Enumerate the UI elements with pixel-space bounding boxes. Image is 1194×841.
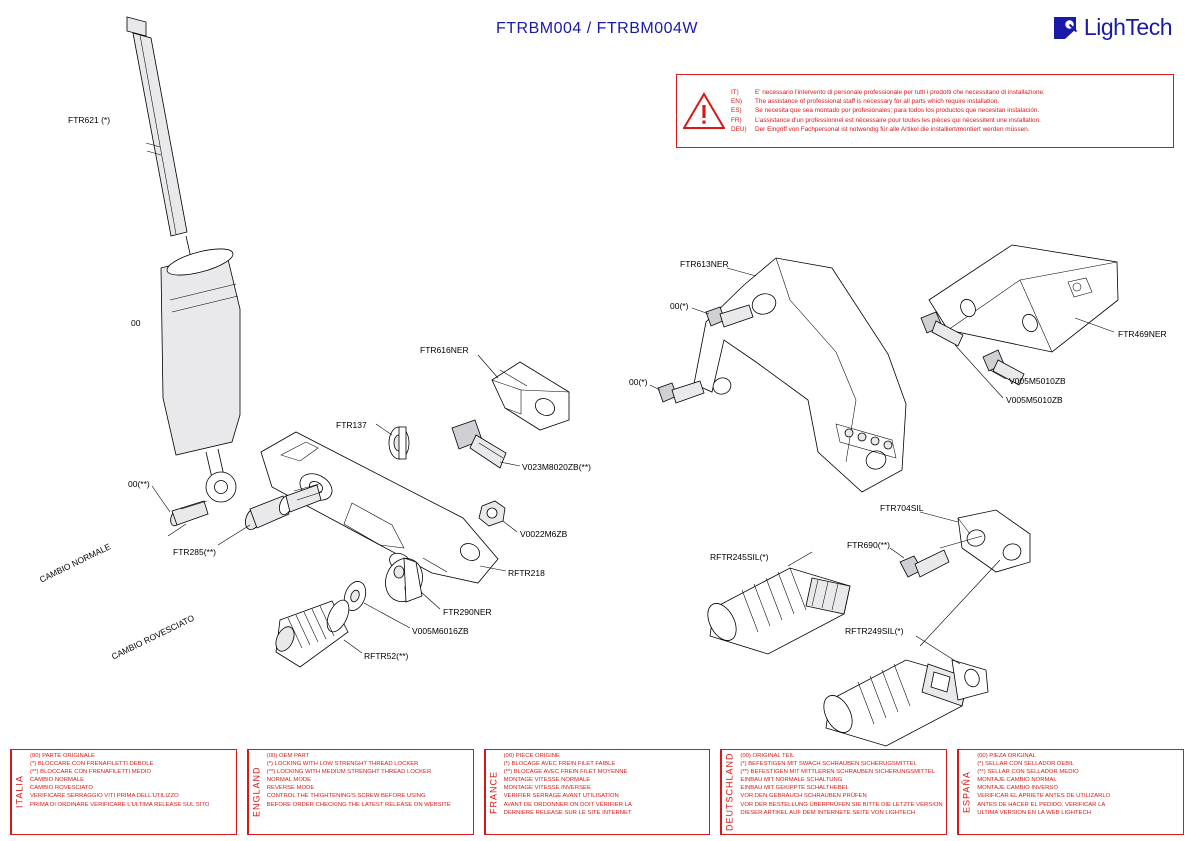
legend-country-label: FRANCE <box>485 750 501 834</box>
callout-cambio-rovesciato: CAMBIO ROVESCIATO <box>109 612 196 662</box>
legend-country-label: DEUTSCHLAND <box>721 750 737 834</box>
callout-ftr137: FTR137 <box>336 420 367 430</box>
legend-country-label: ITALIA <box>11 750 27 834</box>
legend-line: (**) SELLAR CON SELLADOR MEDIO <box>977 769 1079 776</box>
legend-line: MONTAJE CAMBIO INVERSO <box>977 785 1058 792</box>
legend-line: CAMBIO ROVESCIATO <box>30 785 93 792</box>
callout-rftr249sil: RFTR249SIL(*) <box>845 626 904 636</box>
callout-v0022m6zb: V0022M6ZB <box>520 529 568 539</box>
part-bolt-ftr690 <box>900 550 949 577</box>
legend-bar <box>10 749 1184 835</box>
legend-line: PRIMA DI ORDINARE VERIFICARE L'ULTIMA RELEASE SUL SITO <box>30 801 210 808</box>
part-footpeg-rftr52 <box>272 597 353 667</box>
callout-zero-zero-2: 00(**) <box>128 479 150 489</box>
legend-line: NORMAL MODE <box>266 777 312 784</box>
legend-line: (00) PIECE ORIGINE <box>503 753 560 759</box>
callout-cambio-normale: CAMBIO NORMALE <box>37 541 113 585</box>
legend-line: (*) LOCKING WITH LOW STRENGHT THREAD LOCKER <box>266 761 419 768</box>
part-footpeg-rftr245sil <box>702 568 850 654</box>
legend-line: VERIFICAR EL APRIETE ANTES DE UTILIZARLO <box>977 793 1111 800</box>
legend-box-france <box>484 749 711 835</box>
part-bolt-right-lower <box>658 381 704 403</box>
legend-line: BEFORE ORDER CHECKING THE LATEST RELEASE ON WEBSITE <box>266 801 451 808</box>
legend-line: AVANT DE ORDONNER ON DOIT VÉRIFIER LA <box>503 801 632 808</box>
part-bolt-v023m8020zb <box>452 420 506 468</box>
legend-line: VERIFIER SERRAGE AVANT UTILISATION <box>503 793 619 800</box>
lightech-wordmark: LighTech <box>1083 14 1172 40</box>
legend-line: (00) ORIGINAL TEIL <box>740 753 795 759</box>
callout-ftr621: FTR621 (*) <box>68 115 111 125</box>
legend-line: (*) BLOCAGE AVEC FREIN FILET FAIBLE <box>503 761 616 768</box>
legend-line: VERIFICARE SERRAGGIO VITI PRIMA DELL'UTILIZZO <box>30 793 179 800</box>
legend-country-label: ESPAÑA <box>958 750 974 834</box>
page-title: FTRBM004 / FTRBM004W <box>495 20 699 37</box>
legend-box-deutschland <box>720 749 947 835</box>
legend-line: (00) PARTE ORIGINALE <box>30 753 95 759</box>
legend-lines <box>264 750 454 834</box>
callout-ftr616ner: FTR616NER <box>420 345 469 355</box>
legend-line: ULTIMA VERSION EN LA WEB LIGHTECH <box>977 809 1091 816</box>
warning-lang-code: FR) <box>731 116 742 124</box>
part-bracket-ftr704sil <box>958 510 1030 572</box>
legend-line: (00) OEM PART <box>266 753 310 759</box>
part-bolt-left <box>169 501 208 527</box>
callout-v005m5010zb-1: V005M5010ZB <box>1009 376 1066 386</box>
legend-line: DIESER ARTIKEL AUF DEM INTERNETE SEITE VON LIGHTECH <box>740 809 916 816</box>
legend-box-espana <box>957 749 1184 835</box>
legend-line: (**) BLOCCARE CON FRENAFILETTI MEDIO <box>30 769 152 776</box>
part-bearing-ftr137 <box>389 427 409 459</box>
legend-line: MONTAGE VITESSE NORMALE <box>503 777 591 784</box>
legend-line: REVERSE MODE <box>266 785 315 792</box>
warning-lang-code: ES) <box>731 107 742 115</box>
callout-v023m8020zb: V023M8020ZB(**) <box>522 462 591 472</box>
legend-lines <box>501 750 635 834</box>
legend-lines <box>27 750 212 834</box>
callout-rftr52: RFTR52(**) <box>364 651 409 661</box>
warning-lang-code: EN) <box>731 98 743 106</box>
warning-text: Der Eingriff von Fachpersonal ist notwendig für alle Artikel die installiert/montiert werden müssen. <box>755 125 1030 133</box>
callout-ftr290ner: FTR290NER <box>443 607 492 617</box>
warning-text: Se necesita que sea montado por profesionales; para todos los productos que necesitan instalación. <box>755 107 1040 115</box>
legend-lines <box>974 750 1113 834</box>
warning-lang-code: DEU) <box>731 125 747 133</box>
legend-line: ANTES DE HACER EL PEDIDO, VERIFICAR LA <box>977 801 1106 808</box>
legend-line: MONTAGE VITESSE INVERSEE <box>503 785 591 792</box>
part-nut-v0022m6zb <box>479 501 505 526</box>
legend-line: MONTAJE CAMBIO NORMAL <box>977 777 1057 784</box>
part-shock-absorber <box>127 17 240 502</box>
callout-ftr704sil: FTR704SIL <box>880 503 924 513</box>
callout-zero-zero-1: 00 <box>131 318 141 328</box>
legend-line: (00) PIEZA ORIGINAL <box>977 753 1036 759</box>
legend-line: VOR DER BESTELLUNG ÜBERPRÜFEN SIE BITTE DIE LETZTE VERSION <box>740 801 943 808</box>
callout-rftr245sil: RFTR245SIL(*) <box>710 552 769 562</box>
legend-line: (*) SELLAR CON SELLADOR DEBIL <box>977 761 1075 768</box>
callout-ftr613ner: FTR613NER <box>680 259 729 269</box>
legend-line: EINBAU MIT GEKIPPTE SCHALTHEBEL <box>740 785 849 792</box>
callout-ftr285: FTR285(**) <box>173 547 216 557</box>
callout-rftr218: RFTR218 <box>508 568 545 578</box>
legend-line: (**) BEFESTIGEN MIT MITTLEREN SCHRAUBEN SICHERUNGSMITTEL <box>740 769 936 776</box>
legend-line: CAMBIO NORMALE <box>30 777 85 784</box>
callout-zero-zero-3: 00(*) <box>670 301 689 311</box>
legend-line: (**) BLOCAGE AVEC FREIN FILET MOYENNE <box>503 769 628 776</box>
legend-line: (*) BLOCCARE CON FRENAFILETTI DEBOLE <box>30 761 154 768</box>
callout-v005m6016zb: V005M6016ZB <box>412 626 469 636</box>
callout-ftr469ner: FTR469NER <box>1118 329 1167 339</box>
legend-line: DERNIERE RELEASE SUR LE SITE INTERNET <box>503 809 632 816</box>
callout-zero-zero-4: 00(*) <box>629 377 648 387</box>
legend-box-italia <box>10 749 237 835</box>
legend-lines <box>737 750 945 834</box>
callout-ftr690: FTR690(**) <box>847 540 890 550</box>
part-bracket-ftr613ner <box>694 258 906 492</box>
warning-text: E' necessario l'intervento di personale professionale per tutti i prodotti che necessitano di installazione. <box>755 88 1045 96</box>
part-footpeg-rftr249sil <box>818 660 988 746</box>
legend-line: VOR DEN GEBRAUCH SCHRAUBEN PRÜFEN <box>740 793 867 800</box>
legend-line: (**) LOCKING WITH MEDIUM STRENGHT THREAD LOCKER <box>266 769 432 776</box>
callout-v005m5010zb-2: V005M5010ZB <box>1006 395 1063 405</box>
warning-lang-code: IT) <box>731 88 739 96</box>
part-bracket-ftr616ner <box>492 362 569 430</box>
warning-text: The assistance of professional staff is necessary for all parts which require installation. <box>755 98 1000 106</box>
legend-line: CONTROL THE THIGHTENING'S SCREW BEFORE USING <box>266 793 426 800</box>
legend-line: (*) BEFESTIGEN MIT SWACH SCHRAUBEN SICHERUGSMITTEL <box>740 761 917 768</box>
warning-text: L'assistance d'un professionnel est nécessaire pour toutes les pièces qui nécessitent une installation. <box>755 116 1041 124</box>
legend-line: EINBAU MIT NORMALE SCHALTUNG <box>740 777 843 784</box>
legend-country-label: ENGLAND <box>248 750 264 834</box>
legend-box-england <box>247 749 474 835</box>
